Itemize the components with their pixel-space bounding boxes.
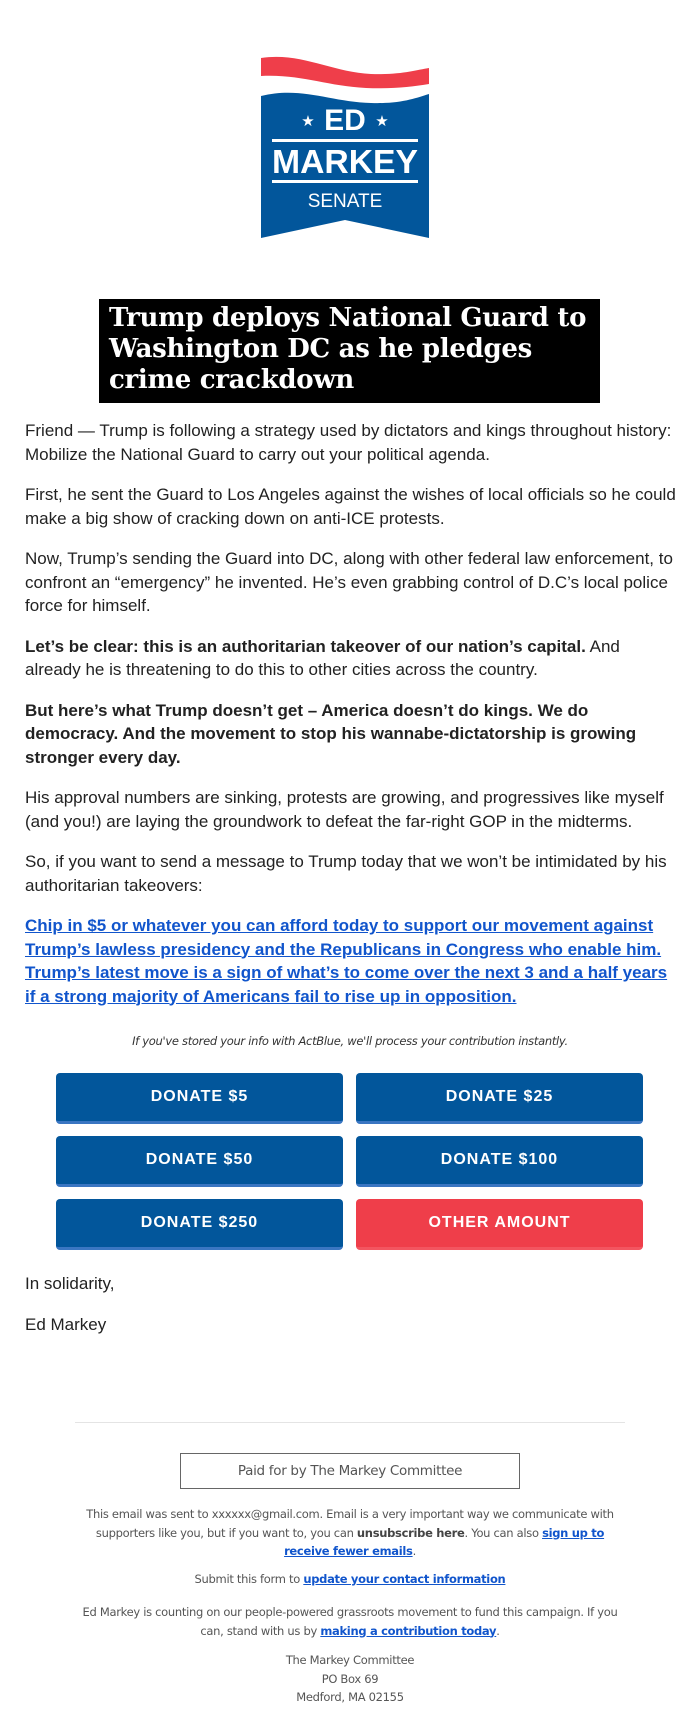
paragraph-approval: His approval numbers are sinking, protests are growing, and progressives like myself (and you!) are laying the groundwork to defeat the far-right GOP in the midterms. xyxy=(25,788,664,831)
paragraph-los-angeles: First, he sent the Guard to Los Angeles against the wishes of local officials so he could make a big show of cracking down on anti-ICE protests. xyxy=(25,485,676,528)
donate-100-button[interactable]: DONATE $100 xyxy=(356,1136,643,1187)
period-text: . xyxy=(412,1544,416,1558)
paid-for-box: Paid for by The Markey Committee xyxy=(180,1453,520,1489)
sent-to-middle-text: . Email is a very important way we communicate with supporters like you, but if you want to, you can xyxy=(95,1507,614,1540)
footer-divider xyxy=(75,1422,625,1423)
update-contact-link[interactable]: update your contact information xyxy=(303,1572,506,1586)
also-text: . You can also xyxy=(464,1525,543,1540)
headline-text: Trump deploys National Guard to Washington DC as he pledges crime crackdown xyxy=(109,303,587,395)
paragraph-dc: Now, Trump’s sending the Guard into DC, along with other federal law enforcement, to confront an “emergency” he invented. He’s even grabbing control of D.C’s local police force for himself. xyxy=(25,549,673,615)
make-contribution-link[interactable]: making a contribution today xyxy=(320,1623,497,1638)
svg-text:MARKEY: MARKEY xyxy=(272,143,418,180)
period-text: . xyxy=(496,1623,500,1638)
ed-markey-senate-logo xyxy=(261,56,429,238)
address-line-2: PO Box 69 xyxy=(321,1671,379,1686)
paragraph-send-message: So, if you want to send a message to Trump today that we won’t be intimidated by his authoritarian takeovers: xyxy=(25,852,667,895)
paragraph-cta xyxy=(25,914,680,1008)
counting-text: Ed Markey is counting on our people-powered grassroots movement to fund this campaign. If you can, stand with us by xyxy=(82,1605,618,1638)
paragraph-intro: Friend — Trump is following a strategy used by dictators and kings throughout history: Mobilize the National Guard to carry out your political agenda. xyxy=(25,421,672,464)
donate-5-button[interactable]: DONATE $5 xyxy=(56,1073,343,1124)
email-body xyxy=(25,419,680,1025)
email-sent-notice xyxy=(85,1505,615,1561)
svg-text:ED: ED xyxy=(324,104,366,137)
sent-to-text: This email was sent to xyxy=(86,1507,212,1521)
signature-name: Ed Markey xyxy=(25,1315,107,1334)
donate-50-button[interactable]: DONATE $50 xyxy=(56,1136,343,1187)
bold-statement-kings: But here’s what Trump doesn’t get – America doesn’t do kings. We do democracy. And the movement to stop his wannabe-dictatorship is growing stronger every day. xyxy=(25,700,637,767)
actblue-note: If you've stored your info with ActBlue, we'll process your contribution instantly. xyxy=(132,1034,568,1048)
update-contact-line xyxy=(70,1570,630,1589)
svg-text:SENATE: SENATE xyxy=(307,191,383,212)
other-amount-button[interactable]: OTHER AMOUNT xyxy=(356,1199,643,1250)
address-line-3: Medford, MA 02155 xyxy=(296,1690,404,1704)
paragraph-takeover-rest: And already he is threatening to do this to other cities across the country. xyxy=(25,636,620,679)
closing-text: In solidarity, xyxy=(25,1274,115,1293)
headline-image xyxy=(99,299,600,403)
bold-statement: Let’s be clear: this is an authoritarian takeover of our nation’s capital. xyxy=(25,636,586,656)
svg-text:★: ★ xyxy=(301,113,315,130)
paragraph-takeover xyxy=(25,635,680,682)
logo-flag-icon xyxy=(261,56,429,238)
submit-form-text: Submit this form to xyxy=(194,1572,304,1586)
fewer-emails-link[interactable]: sign up to receive fewer emails xyxy=(284,1525,605,1558)
chip-in-link[interactable]: Chip in $5 or whatever you can afford today to support our movement against Trump’s lawless presidency and the Republicans in Congress who enable him. Trump’s latest move is a sign of what’s to come over the next 3 and a half years if a strong majority of Americans fail to rise up in opposition. xyxy=(25,916,668,1006)
donate-250-button[interactable]: DONATE $250 xyxy=(56,1199,343,1250)
unsubscribe-link[interactable]: unsubscribe here xyxy=(356,1525,465,1540)
address-line-1: The Markey Committee xyxy=(285,1653,415,1667)
donate-25-button[interactable]: DONATE $25 xyxy=(356,1073,643,1124)
svg-text:★: ★ xyxy=(375,113,389,130)
recipient-email: xxxxxx@gmail.com xyxy=(211,1507,320,1521)
paragraph-kings xyxy=(25,699,680,770)
mailing-address xyxy=(70,1651,630,1707)
contribution-line xyxy=(70,1603,630,1640)
